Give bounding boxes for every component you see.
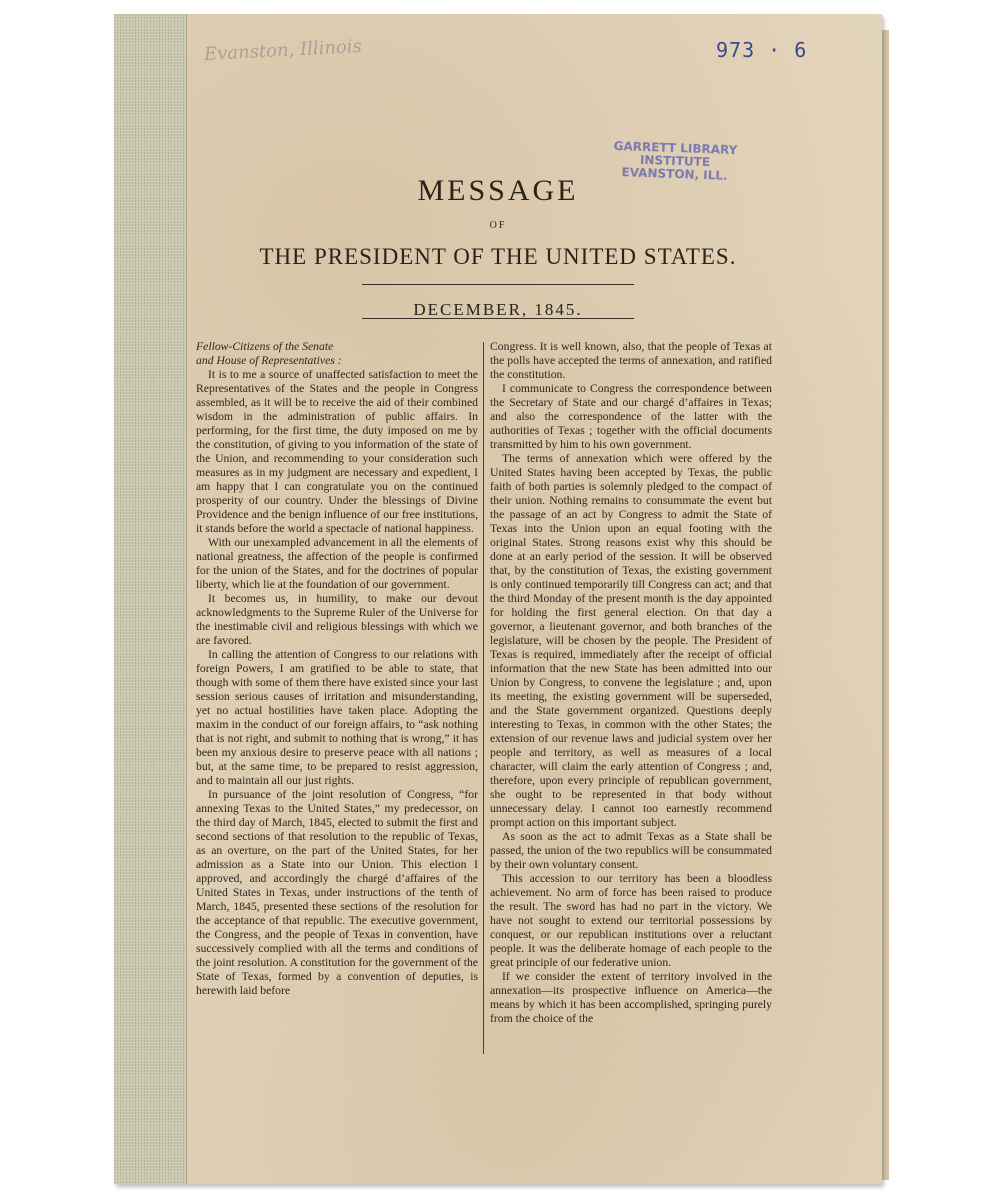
rule-top [362, 284, 634, 285]
library-call-number: 973 · 6 [716, 38, 808, 62]
paragraph: It is to me a source of unaffected satisfaction to meet the Representatives of the States and the people in Congress assembled, as it will be to receive the aid of their combined wisdom in the administration of public affairs. In performing, for the first time, the duty imposed on me by the constitution, of giving to you information of the state of the Union, and recommending to your consideration such measures as in my judgment are necessary and expedient, I am happy that I can congratulate you on the continued prosperity of our country. Under the blessings of Divine Providence and the benign influence of our free institutions, it stands before the world a spectacle of national happiness. [196, 368, 478, 535]
title-connector: OF [489, 220, 507, 231]
handwritten-annotation: Evanston, Illinois [203, 35, 363, 66]
paragraph: I communicate to Congress the correspondence between the Secretary of State and our chargé d’affaires in Texas; and also the correspondence of the latter with the authorities of Texas ; together with the official documents transmitted by him to his own government. [490, 382, 772, 451]
paragraph: The terms of annexation which were offered by the United States having been accepted by Texas, the public faith of both parties is solemnly pledged to the compact of their union. Nothing remains to consummate the event but the passage of an act by Congress to admit the State of Texas into the Union upon an equal footing with the original States. Strong reasons exist why this should be done at an early period of the session. It will be observed that, by the constitution of Texas, the existing government is only continued temporarily till Congress can act; and that the third Monday of the present month is the day appointed for holding the first general election. On that day a governor, a lieutenant governor, and both branches of the legislature, will be chosen by the people. The President of Texas is required, immediately after the receipt of official information that the new State has been admitted into our Union by Congress, to convene the legislature ; and, upon its meeting, the existing government will be superseded, and the State government organized. Questions deeply interesting to Texas, in common with the other States; the extension of our revenue laws and judicial system over her people and territory, as well as measures of a local character, will claim the early attention of Congress ; and, therefore, upon every principle of republican government, she ought to be represented in that body without unnecessary delay. I cannot too earnestly recommend prompt action on this important subject. [490, 452, 772, 829]
paragraph: As soon as the act to admit Texas as a State shall be passed, the union of the two republics will be consummated by their own voluntary consent. [490, 830, 772, 871]
document-title: MESSAGE [417, 174, 579, 207]
pamphlet-page [114, 14, 882, 1184]
paragraph: With our unexampled advancement in all the elements of national greatness, the affection of the people is confirmed for the union of the States, and for the doctrines of popular liberty, which lie at the foundation of our government. [196, 536, 478, 591]
rule-bottom [362, 318, 634, 319]
document-subtitle: THE PRESIDENT OF THE UNITED STATES. [259, 244, 737, 269]
library-stamp: GARRETT LIBRARY INSTITUTE EVANSTON, ILL. [613, 138, 738, 183]
paragraph: In pursuance of the joint resolution of Congress, “for annexing Texas to the United States,” my predecessor, on the third day of March, 1845, elected to submit the first and second sections of that resolution to the republic of Texas, as an overture, on the part of the United States, for her admission as a State into our Union. This election I approved, and accordingly the chargé d’affaires of the United States in Texas, under instructions of the tenth of March, 1845, presented these sections of the resolution for the acceptance of that republic. The executive government, the Congress, and the people of Texas in convention, have successively complied with all the terms and conditions of the joint resolution. A constitution for the government of the State of Texas, formed by a convention of deputies, is herewith laid before [196, 788, 478, 997]
paragraph: It becomes us, in humility, to make our devout acknowledgments to the Supreme Ruler of the Universe for the inestimable civil and religious blessings with which we are favored. [196, 592, 478, 647]
right-column [490, 340, 772, 1026]
document-date: DECEMBER, 1845. [413, 300, 583, 319]
paragraph: This accession to our territory has been a bloodless achievement. No arm of force has been raised to produce the result. The sword has had no part in the victory. We have not sought to extend our territorial possessions by conquest, or our republican institutions over a reluctant people. It was the deliberate homage of each people to the great principle of our federative union. [490, 872, 772, 969]
left-column [196, 340, 478, 998]
salutation-line-2: and House of Representatives : [196, 354, 342, 367]
salutation-line-1: Fellow-Citizens of the Senate [196, 340, 334, 353]
paragraph-continuation: Congress. It is well known, also, that the people of Texas at the polls have accepted the terms of annexation, and ratified the constitution. [490, 340, 772, 381]
paragraph: If we consider the extent of territory involved in the annexation—its prospective influence on America—the means by which it has been accomplished, springing purely from the choice of the [490, 970, 772, 1025]
paragraph: In calling the attention of Congress to our relations with foreign Powers, I am gratified to be able to state, that though with some of them there have existed since your last session serious causes of irritation and misunderstanding, yet no actual hostilities have taken place. Adopting the maxim in the conduct of our foreign affairs, to “ask nothing that is not right, and submit to nothing that is wrong,” it has been my anxious desire to preserve peace with all nations ; but, at the same time, to be prepared to resist aggression, and to maintain all our just rights. [196, 648, 478, 787]
column-divider [483, 342, 484, 1054]
